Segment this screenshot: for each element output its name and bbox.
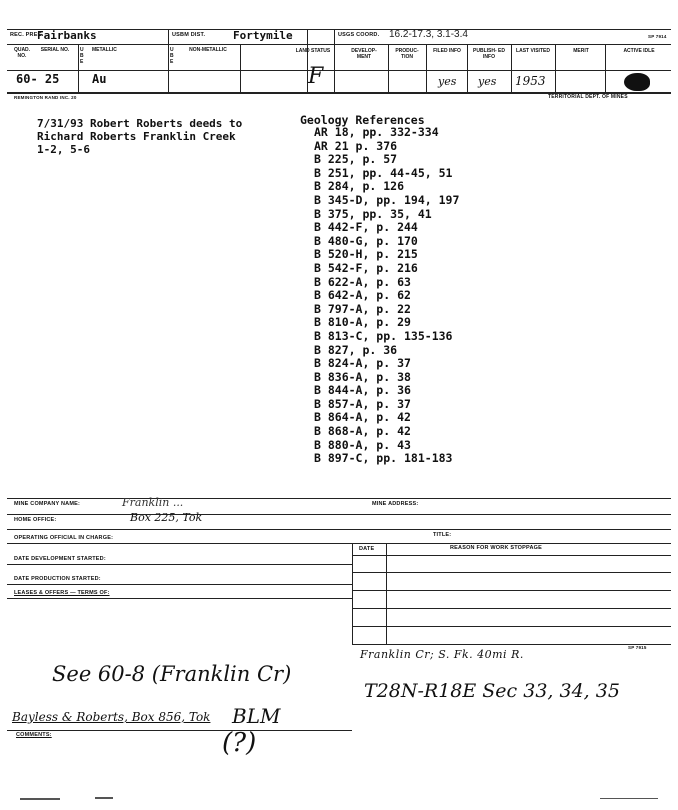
geology-reference: B 844-A, p. 36: [314, 383, 411, 398]
geology-reference: B 375, pp. 35, 41: [314, 206, 432, 221]
geology-reference: B 442-F, p. 244: [314, 220, 418, 235]
form-rule: [7, 598, 352, 599]
geology-title: Geology References: [300, 113, 425, 127]
home-office-label: HOME OFFICE:: [14, 517, 57, 523]
form-rule: [7, 529, 671, 530]
header-row-top-rule: [7, 70, 671, 71]
col-divider: [240, 44, 241, 92]
geology-reference: B 480-G, p. 170: [314, 233, 418, 248]
comments-rule: [7, 730, 352, 731]
usgs-coord-value: 16.2-17.3, 3.1-3.4: [389, 29, 468, 40]
operating-official-label: OPERATING OFFICIAL IN CHARGE:: [14, 535, 114, 541]
see-reference: See 60-8 (Franklin Cr): [52, 662, 292, 686]
geology-reference: AR 18, pp. 332-334: [314, 125, 439, 139]
geology-reference: B 797-A, p. 22: [314, 301, 411, 316]
form-rule: [7, 564, 352, 565]
col-serial-no: SERIAL NO.: [40, 47, 70, 53]
printer-line: REMINGTON RAND INC. 20: [14, 95, 77, 100]
geology-reference: B 824-A, p. 37: [314, 356, 411, 371]
col-divider: [426, 44, 427, 92]
col-divider: [605, 44, 606, 92]
form-rule: [7, 514, 671, 515]
blm-note: BLM: [232, 704, 281, 728]
col-ube-2: U B E: [170, 47, 174, 65]
col-land-status: LAND STATUS: [295, 48, 331, 54]
col-ube: U B E: [80, 47, 84, 65]
geology-reference: B 880-A, p. 43: [314, 437, 411, 452]
geology-reference: B 810-A, p. 29: [314, 315, 411, 330]
geology-reference: B 868-A, p. 42: [314, 424, 411, 439]
township-note: T28N-R18E Sec 33, 34, 35: [364, 680, 620, 702]
quad-serial-value: 60- 25: [16, 72, 60, 86]
land-status-value: F: [308, 64, 324, 89]
owners-note: Bayless & Roberts, Box 856, Tok: [12, 710, 211, 724]
note-line: Richard Roberts Franklin Creek: [37, 130, 236, 143]
col-divider: [168, 29, 169, 92]
col-divider: [555, 44, 556, 92]
col-production: PRODUC- TION: [395, 48, 419, 60]
location-note: Franklin Cr; S. Fk. 40mi R.: [360, 648, 524, 661]
col-non-metallic: NON-METALLIC: [189, 47, 227, 53]
published-info-value: yes: [478, 75, 497, 88]
rec-prec-label: REC. PREC.: [10, 32, 44, 38]
geology-reference: B 225, p. 57: [314, 152, 398, 167]
note-line: 7/31/93 Robert Roberts deeds to: [37, 117, 243, 130]
col-development: DEVELOP- MENT: [351, 48, 377, 60]
scan-speck: [20, 798, 60, 800]
metallic-value: Au: [92, 72, 107, 86]
date-label: DATE: [359, 546, 375, 552]
geology-reference: B 813-C, pp. 135-136: [314, 328, 453, 343]
mine-address-label: MINE ADDRESS:: [372, 501, 419, 507]
header-mid-rule: [7, 44, 671, 45]
geology-reference: B 542-F, p. 216: [314, 260, 418, 275]
col-divider: [78, 44, 79, 92]
filed-info-value: yes: [438, 75, 457, 88]
stoppage-rule: [352, 608, 671, 609]
geology-reference: B 827, p. 36: [314, 342, 398, 357]
col-divider: [388, 44, 389, 92]
col-merit: MERIT: [573, 48, 589, 54]
geology-reference: B 251, pp. 44-45, 51: [314, 165, 453, 180]
geology-reference: AR 21 p. 376: [314, 138, 398, 153]
geology-reference: B 520-H, p. 215: [314, 247, 418, 262]
mine-company-name-label: MINE COMPANY NAME:: [14, 501, 81, 507]
scan-speck: [95, 797, 113, 799]
stoppage-rule: [352, 590, 671, 591]
col-divider: [334, 29, 335, 92]
geology-reference: B 642-A, p. 62: [314, 288, 411, 303]
col-divider: [467, 44, 468, 92]
stoppage-rule: [352, 555, 671, 556]
stoppage-rule: [352, 626, 671, 627]
stoppage-rule: [352, 644, 671, 645]
title-label: TITLE:: [433, 532, 452, 538]
col-active-idle: ACTIVE IDLE: [623, 48, 655, 54]
usgs-coord-label: USGS COORD.: [338, 32, 380, 38]
usbm-dist-value: Fortymile: [233, 29, 293, 42]
form-rule: [7, 498, 671, 499]
geology-reference: B 284, p. 126: [314, 179, 405, 194]
home-office-value: Box 225, Tok: [130, 511, 203, 524]
header-top-rule: [7, 29, 671, 30]
stoppage-col: [352, 543, 353, 644]
mine-company-name-value: Franklin ...: [122, 496, 184, 509]
geology-reference: B 864-A, p. 42: [314, 410, 411, 425]
geology-reference: B 857-A, p. 37: [314, 396, 411, 411]
geology-reference: B 836-A, p. 38: [314, 369, 411, 384]
active-idle-mark: [624, 73, 650, 91]
geology-reference: B 622-A, p. 63: [314, 274, 411, 289]
last-visited-value: 1953: [515, 74, 546, 88]
geology-reference: B 345-D, pp. 194, 197: [314, 192, 460, 207]
form-rule: [7, 584, 352, 585]
geology-reference: B 897-C, pp. 181-183: [314, 451, 453, 466]
notes: [37, 117, 242, 156]
dept-line: TERRITORIAL DEPT. OF MINES: [548, 94, 628, 100]
note-line: 1-2, 5-6: [37, 143, 90, 156]
usbm-dist-label: USBM DIST.: [172, 32, 206, 38]
col-filed-info: FILED INFO: [433, 48, 461, 54]
form-rule: [7, 543, 671, 544]
stoppage-rule: [352, 572, 671, 573]
col-quad-no: QUAD. NO.: [13, 47, 31, 59]
scan-speck: [600, 798, 658, 799]
col-divider: [511, 44, 512, 92]
comments-label: COMMENTS:: [16, 732, 52, 738]
stoppage-label: REASON FOR WORK STOPPAGE: [450, 545, 542, 551]
col-published-info: PUBLISH- ED INFO: [473, 48, 505, 60]
rec-prec-value: Fairbanks: [37, 29, 97, 42]
form-number-2: SP 7915: [628, 645, 647, 650]
question-note: (?): [222, 728, 257, 758]
col-metallic: METALLIC: [92, 47, 117, 53]
col-last-visited: LAST VISITED: [516, 48, 550, 54]
stoppage-col: [386, 543, 387, 644]
geology-reference-list: [314, 126, 459, 466]
form-number: SP 7914: [648, 34, 667, 39]
leases-label: LEASES & OFFERS — TERMS OF:: [14, 590, 110, 596]
prod-started-label: DATE PRODUCTION STARTED:: [14, 576, 101, 582]
dev-started-label: DATE DEVELOPMENT STARTED:: [14, 556, 106, 562]
